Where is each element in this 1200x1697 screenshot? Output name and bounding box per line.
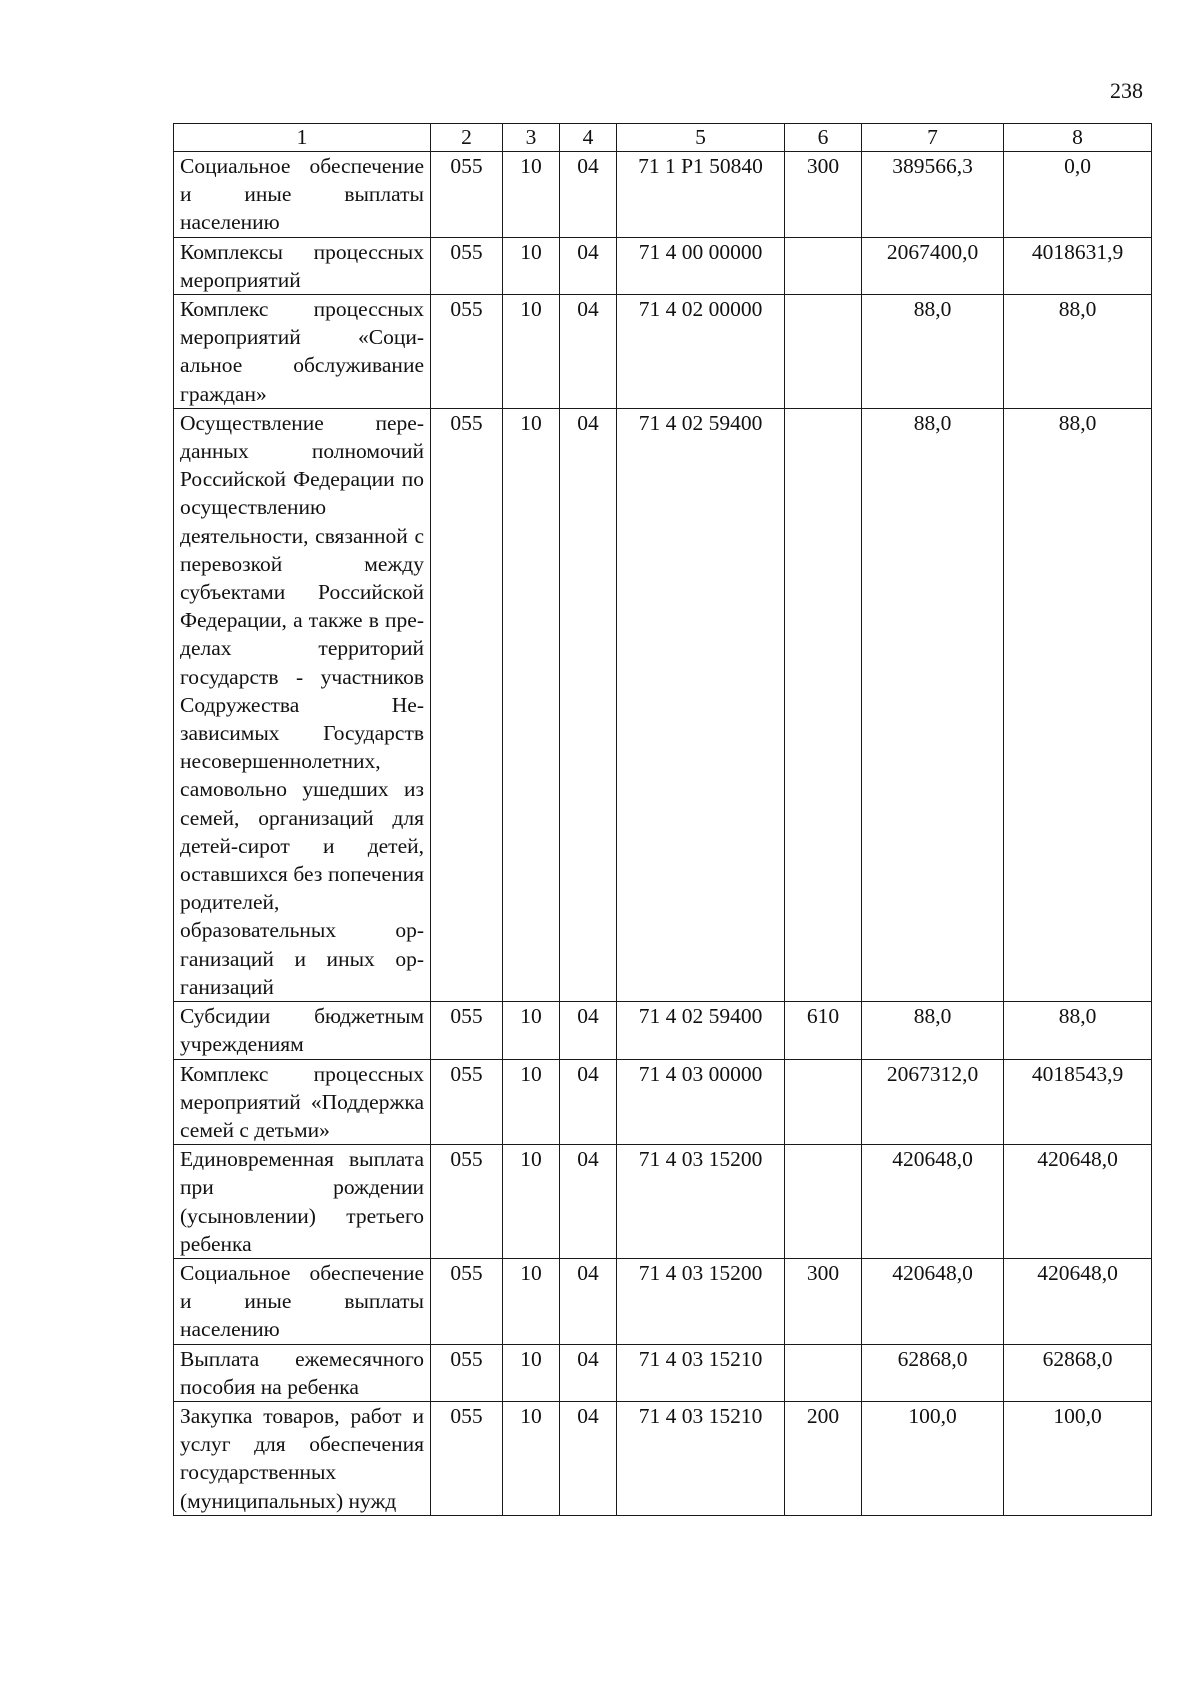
table-row xyxy=(174,295,1152,409)
table-row xyxy=(174,1002,1152,1059)
table-row xyxy=(174,1401,1152,1515)
target-article-code: 71 4 00 00000 xyxy=(617,237,785,294)
column-header: 8 xyxy=(1004,124,1152,152)
subsection-code: 04 xyxy=(560,1344,617,1401)
amount-col7: 420648,0 xyxy=(862,1145,1004,1259)
table-row xyxy=(174,152,1152,238)
ministry-code: 055 xyxy=(431,237,503,294)
subsection-code: 04 xyxy=(560,295,617,409)
target-article-code: 71 4 02 59400 xyxy=(617,408,785,1001)
header-row xyxy=(174,124,1152,152)
ministry-code: 055 xyxy=(431,1401,503,1515)
target-article-code: 71 4 03 15210 xyxy=(617,1401,785,1515)
section-code: 10 xyxy=(503,237,560,294)
amount-col8: 88,0 xyxy=(1004,295,1152,409)
table-row xyxy=(174,408,1152,1001)
target-article-code: 71 4 02 00000 xyxy=(617,295,785,409)
table-row xyxy=(174,237,1152,294)
section-code: 10 xyxy=(503,1002,560,1059)
amount-col7: 100,0 xyxy=(862,1401,1004,1515)
target-article-code: 71 1 P1 50840 xyxy=(617,152,785,238)
section-code: 10 xyxy=(503,1344,560,1401)
amount-col8: 4018543,9 xyxy=(1004,1059,1152,1145)
target-article-code: 71 4 03 00000 xyxy=(617,1059,785,1145)
section-code: 10 xyxy=(503,408,560,1001)
column-header: 3 xyxy=(503,124,560,152)
table-row xyxy=(174,1344,1152,1401)
expense-type-code: 610 xyxy=(785,1002,862,1059)
expense-type-code xyxy=(785,408,862,1001)
column-header: 6 xyxy=(785,124,862,152)
expense-type-code xyxy=(785,1145,862,1259)
subsection-code: 04 xyxy=(560,237,617,294)
subsection-code: 04 xyxy=(560,408,617,1001)
target-article-code: 71 4 03 15200 xyxy=(617,1145,785,1259)
amount-col8: 88,0 xyxy=(1004,408,1152,1001)
expense-type-code: 300 xyxy=(785,1258,862,1344)
subsection-code: 04 xyxy=(560,152,617,238)
amount-col7: 420648,0 xyxy=(862,1258,1004,1344)
expense-type-code: 200 xyxy=(785,1401,862,1515)
amount-col8: 0,0 xyxy=(1004,152,1152,238)
amount-col7: 88,0 xyxy=(862,295,1004,409)
row-name: Выплата ежемесячного пособия на ребенка xyxy=(174,1344,431,1401)
section-code: 10 xyxy=(503,1258,560,1344)
ministry-code: 055 xyxy=(431,1145,503,1259)
column-header: 4 xyxy=(560,124,617,152)
amount-col7: 62868,0 xyxy=(862,1344,1004,1401)
amount-col8: 420648,0 xyxy=(1004,1145,1152,1259)
amount-col8: 62868,0 xyxy=(1004,1344,1152,1401)
ministry-code: 055 xyxy=(431,295,503,409)
amount-col7: 2067312,0 xyxy=(862,1059,1004,1145)
target-article-code: 71 4 03 15200 xyxy=(617,1258,785,1344)
target-article-code: 71 4 02 59400 xyxy=(617,1002,785,1059)
row-name: Комплекс процессных мероприятий «Поддержка семей с детьми» xyxy=(174,1059,431,1145)
target-article-code: 71 4 03 15210 xyxy=(617,1344,785,1401)
amount-col8: 420648,0 xyxy=(1004,1258,1152,1344)
row-name: Единовременная выплата при рождении (усыновлении) третьего ребенка xyxy=(174,1145,431,1259)
amount-col7: 88,0 xyxy=(862,1002,1004,1059)
page-number: 238 xyxy=(1110,78,1143,103)
column-header: 5 xyxy=(617,124,785,152)
table-row xyxy=(174,1258,1152,1344)
section-code: 10 xyxy=(503,152,560,238)
expense-type-code: 300 xyxy=(785,152,862,238)
subsection-code: 04 xyxy=(560,1059,617,1145)
ministry-code: 055 xyxy=(431,152,503,238)
budget-table xyxy=(173,123,1152,1516)
ministry-code: 055 xyxy=(431,1258,503,1344)
subsection-code: 04 xyxy=(560,1401,617,1515)
column-header: 7 xyxy=(862,124,1004,152)
ministry-code: 055 xyxy=(431,408,503,1001)
row-name: Осуществление переданных полномочий Российской Федерации по осуществлению деятельности, связанной с перевозкой между субъектами Российской Федерации, а также в пределах территорий государств - участников Содружества Независимых Государств несовершеннолетних, самовольно ушедших из семей, организаций для детей-сирот и детей, оставшихся без попечения родителей, образовательных организаций и иных организаций xyxy=(174,408,431,1001)
subsection-code: 04 xyxy=(560,1145,617,1259)
amount-col8: 100,0 xyxy=(1004,1401,1152,1515)
subsection-code: 04 xyxy=(560,1258,617,1344)
expense-type-code xyxy=(785,1344,862,1401)
table-row xyxy=(174,1059,1152,1145)
row-name: Закупка товаров, работ и услуг для обеспечения государственных (муниципальных) нужд xyxy=(174,1401,431,1515)
amount-col7: 389566,3 xyxy=(862,152,1004,238)
expense-type-code xyxy=(785,237,862,294)
ministry-code: 055 xyxy=(431,1059,503,1145)
row-name: Социальное обеспечение и иные выплаты населению xyxy=(174,152,431,238)
section-code: 10 xyxy=(503,1059,560,1145)
subsection-code: 04 xyxy=(560,1002,617,1059)
amount-col7: 88,0 xyxy=(862,408,1004,1001)
section-code: 10 xyxy=(503,1401,560,1515)
row-name: Субсидии бюджетным учреждениям xyxy=(174,1002,431,1059)
column-header: 1 xyxy=(174,124,431,152)
amount-col7: 2067400,0 xyxy=(862,237,1004,294)
ministry-code: 055 xyxy=(431,1002,503,1059)
row-name: Комплексы процессных мероприятий xyxy=(174,237,431,294)
section-code: 10 xyxy=(503,1145,560,1259)
table-row xyxy=(174,1145,1152,1259)
amount-col8: 4018631,9 xyxy=(1004,237,1152,294)
section-code: 10 xyxy=(503,295,560,409)
ministry-code: 055 xyxy=(431,1344,503,1401)
row-name: Комплекс процессных мероприятий «Социальное обслуживание граждан» xyxy=(174,295,431,409)
amount-col8: 88,0 xyxy=(1004,1002,1152,1059)
expense-type-code xyxy=(785,295,862,409)
column-header: 2 xyxy=(431,124,503,152)
expense-type-code xyxy=(785,1059,862,1145)
row-name: Социальное обеспечение и иные выплаты населению xyxy=(174,1258,431,1344)
